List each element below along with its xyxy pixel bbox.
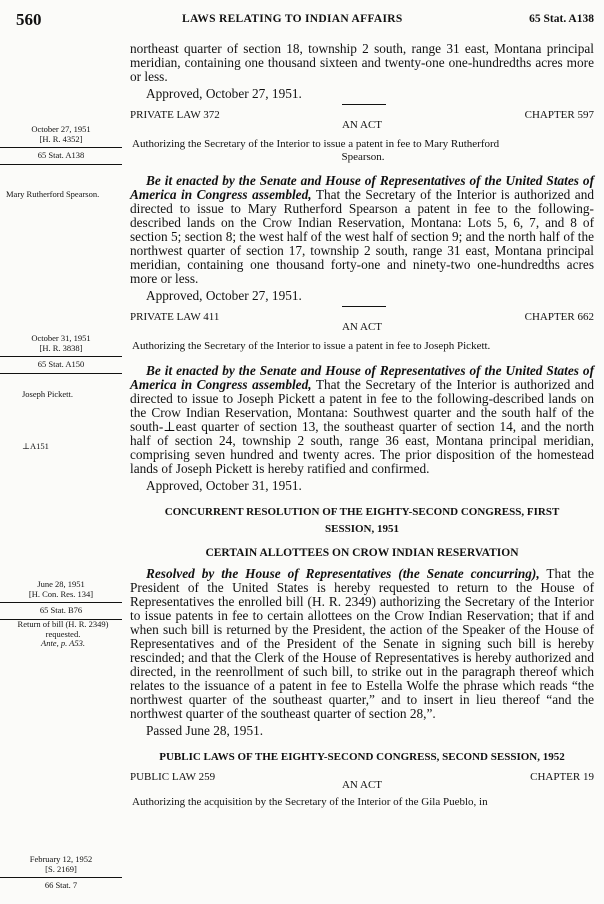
heading-rule <box>342 104 386 105</box>
an-act-label: AN ACT <box>341 321 383 333</box>
section-heading: PUBLIC LAWS OF THE EIGHTY-SECOND CONGRESS, SECOND SESSION, 1952 <box>159 750 565 763</box>
margin-date: October 27, 1951 <box>31 124 91 134</box>
resolving-clause: Resolved by the House of Representatives (the Senate concurring), <box>146 565 540 581</box>
margin-rule <box>0 356 122 357</box>
an-act-label: AN ACT <box>341 119 383 131</box>
private-law-label: PRIVATE LAW 411 <box>130 311 220 323</box>
an-act-label: AN ACT <box>341 778 383 791</box>
side-note-ref: ⊥A151 <box>22 441 49 451</box>
act-caption <box>130 138 594 163</box>
margin-note-concurrent <box>0 580 122 623</box>
law-heading-pl372 <box>130 104 594 134</box>
approved-line: Approved, October 27, 1951. <box>146 86 302 101</box>
paragraph-body: That the Secretary of the Interior is authorized and directed to issue to Mary Rutherford Spearson a patent in fee to the following-described lands on the Crow Indian Reservation, Montana: Lots 5, 6, 7, and 8 of section 5; section 8; the west half of the west half of section 9; and the north half of the northwest quarter of section 17, township 2 south, range 31 east, Montana principal meridian, containing one thousand forty-one and ninety-two one-hundredths acres more or less. <box>130 187 594 286</box>
margin-note-pl372 <box>0 125 122 168</box>
main-text-column <box>130 42 594 808</box>
margin-rule <box>0 147 122 148</box>
enacting-clause: Be it enacted by the Senate and House of Representatives of the United States of America in Congress assembled, <box>130 173 594 202</box>
chapter-label: CHAPTER 19 <box>530 770 594 783</box>
heading-rule <box>342 306 386 307</box>
caption-line: Authorizing the Secretary of the Interior to issue a patent in fee to Mary Rutherford <box>132 138 500 150</box>
approved-line: Approved, October 27, 1951. <box>146 288 302 303</box>
resolution-paragraph <box>130 567 594 721</box>
concurrent-heading <box>130 504 594 538</box>
margin-rule <box>0 164 122 165</box>
margin-date: February 12, 1952 <box>29 854 93 864</box>
margin-bill: [H. R. 4352] <box>39 133 83 144</box>
paragraph-body: That the President of the United States is hereby requested to return to the House of Representatives the enrolled bill (H. R. 2349) authorizing the Secretary of the Interior to issue patents in fee to certain allottees on the Crow Indian Reservation; that if and when such bill is returned by the President, the action of the Speaker of the House of Representatives and of the President of the Senate in signing such bill is hereby rescinded; and that the Clerk of the House of Representatives is hereby authorized and directed, in the reenrollment of such bill, to strike out in the paragraph thereof which relates to the issuance of a patent in fee to Estella Wolfe the phrase which reads “the northwest quarter of the southeast quarter,” and to insert in lieu thereof “and the northwest quarter of the southeast quarter of section 28,”. <box>130 565 595 721</box>
margin-rule <box>0 373 122 374</box>
page-number: 560 <box>16 10 42 29</box>
side-note-pickett: Joseph Pickett. <box>22 389 73 399</box>
running-title: LAWS RELATING TO INDIAN AFFAIRS <box>182 13 403 25</box>
caption-line: Spearson. <box>341 150 385 163</box>
continuation-paragraph: northeast quarter of section 18, township 2 south, range 31 east, Montana principal meridian, containing one thousand sixteen and twenty-one one-hundredths acres more or less. <box>130 41 594 84</box>
act-caption: Authorizing the acquisition by the Secretary of the Interior of the Gila Pueblo, in <box>132 795 488 808</box>
running-header <box>0 10 604 30</box>
side-note-spearson: Mary Rutherford Spearson. <box>6 189 100 199</box>
margin-note-pl411 <box>0 334 122 377</box>
margin-note-pl259 <box>0 855 122 891</box>
section-heading: SESSION, 1951 <box>325 522 399 535</box>
margin-stat: 65 Stat. B76 <box>39 605 83 615</box>
enacting-clause: Be it enacted by the Senate and House of Representatives of the United States of America in Congress assembled, <box>130 362 594 392</box>
passed-line: Passed June 28, 1951. <box>146 722 264 738</box>
margin-rule <box>0 602 122 603</box>
margin-date: October 31, 1951 <box>31 333 91 343</box>
stat-reference: 65 Stat. A138 <box>529 13 594 25</box>
margin-date: June 28, 1951 <box>37 579 85 589</box>
side-note-return <box>4 620 122 649</box>
chapter-label: CHAPTER 662 <box>524 311 594 323</box>
chapter-label: CHAPTER 597 <box>524 109 594 121</box>
paragraph-body: That the Secretary of the Interior is authorized and directed to issue to Joseph Pickett a patent in fee to the following-described lands on the Crow Indian Reservation, Montana: Southwest quarter and the south half of the south- <box>130 376 594 434</box>
margin-rule <box>0 877 122 878</box>
margin-bill: [H. R. 3838] <box>39 342 83 353</box>
law-heading-pl411 <box>130 306 594 336</box>
public-law-label: PUBLIC LAW 259 <box>130 770 216 783</box>
side-note-return-text: Return of bill (H. R. 2349) requested. <box>17 619 109 639</box>
paragraph-body: east quarter of section 13, the southeast quarter of section 14, and the north half of section 24, township 2 south, range 36 east, Montana principal meridian, comprising seven hundred and twenty acres. The prior disposition of the homestead lands of Joseph Pickett is hereby ratified and confirmed. <box>130 418 594 476</box>
margin-stat: 65 Stat. A150 <box>37 359 85 369</box>
margin-stat: 66 Stat. 7 <box>44 880 78 890</box>
margin-bill: [S. 2169] <box>45 863 77 874</box>
enacting-paragraph <box>130 174 594 286</box>
private-law-label: PRIVATE LAW 372 <box>130 109 220 121</box>
margin-stat: 65 Stat. A138 <box>37 150 85 160</box>
law-heading-pl259 <box>130 768 594 794</box>
page-mark: ⊥ <box>163 418 176 434</box>
approved-line: Approved, October 31, 1951. <box>146 477 302 493</box>
act-caption: Authorizing the Secretary of the Interior to issue a patent in fee to Joseph Pickett. <box>132 340 491 352</box>
section-heading: CONCURRENT RESOLUTION OF THE EIGHTY-SECOND CONGRESS, FIRST <box>164 505 560 518</box>
resolution-title: CERTAIN ALLOTTEES ON CROW INDIAN RESERVATION <box>205 546 519 559</box>
enacting-paragraph <box>130 364 594 476</box>
side-note-ante: Ante, p. A53. <box>41 638 85 648</box>
margin-bill: [H. Con. Res. 134] <box>28 588 94 599</box>
